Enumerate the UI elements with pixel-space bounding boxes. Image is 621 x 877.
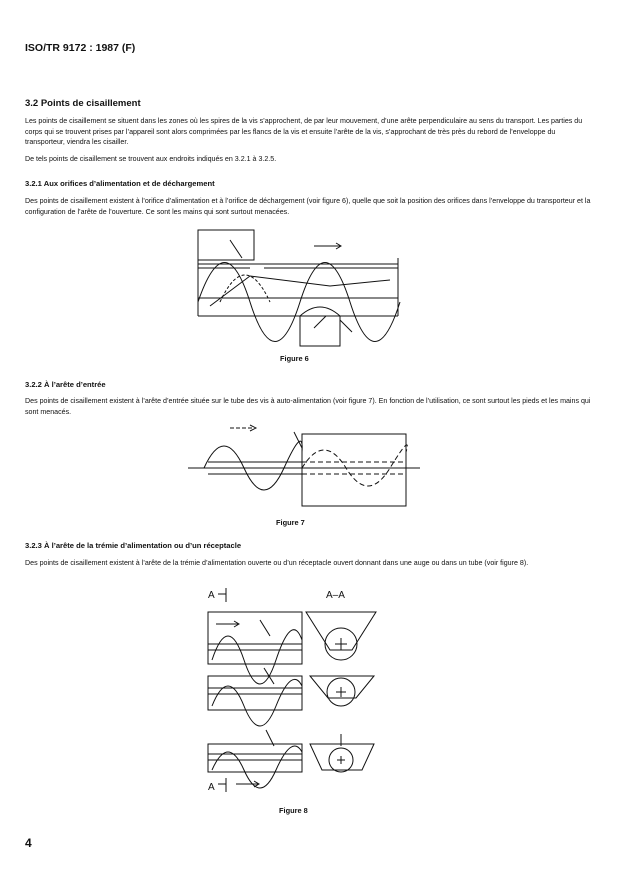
figure-7-diagram bbox=[184, 422, 424, 512]
section-label-a-bottom: A bbox=[208, 782, 215, 793]
subsection-title-321: 3.2.1 Aux orifices d’alimentation et de déchargement bbox=[25, 179, 215, 188]
subsection-text-321: Des points de cisaillement existent à l’orifice d’alimentation et à l’orifice de déchargement (voir figure 6), quelle que soit la position des orifices dans l’enveloppe du transporteur et la configuration de l’arête de l’ouverture. Ce sont les mains qui sont surtout menacées. bbox=[25, 197, 591, 216]
figure-6-caption: Figure 6 bbox=[280, 354, 309, 363]
section-label-a-top: A bbox=[208, 590, 215, 601]
subsection-title-322: 3.2.2 À l’arête d’entrée bbox=[25, 380, 106, 389]
subsection-text-322: Des points de cisaillement existent à l’arête d’entrée située sur le tube des vis à auto-alimentation (voir figure 7). En fonction de l’utilisation, ce sont surtout les pieds et les mains qui sont menacés. bbox=[25, 397, 591, 416]
section-title: 3.2 Points de cisaillement bbox=[25, 98, 141, 109]
subsection-title-323: 3.2.3 À l’arête de la trémie d’alimentation ou d’un réceptacle bbox=[25, 541, 242, 550]
section-paragraph-1: Les points de cisaillement se situent dans les zones où les spires de la vis s’approchent, de par leur mouvement, d’une arête perpendiculaire au sens du transport. Les parties du corps qui se trouvent prises par l’appareil sont alors comprimées par les flancs de la vis et ensuite l’arête de la vis, s’approchant de très près du rebord de l’enveloppe du transporteur, viendra les cisailler. bbox=[25, 117, 583, 147]
document-header: ISO/TR 9172 : 1987 (F) bbox=[25, 42, 136, 54]
section-paragraph-2: De tels points de cisaillement se trouvent aux endroits indiqués en 3.2.1 à 3.2.5. bbox=[25, 155, 277, 163]
figure-7-caption: Figure 7 bbox=[276, 518, 305, 527]
figure-8-caption: Figure 8 bbox=[279, 806, 308, 815]
subsection-text-323: Des points de cisaillement existent à l’arête de la trémie d’alimentation ouverte ou d’un réceptacle ouvert donnant dans une auge ou dans un tube (voir figure 8). bbox=[25, 559, 529, 567]
section-label-aa: A–A bbox=[326, 590, 345, 601]
page-number: 4 bbox=[25, 836, 32, 850]
figure-6-diagram bbox=[190, 228, 410, 348]
figure-8-diagram bbox=[198, 584, 388, 796]
